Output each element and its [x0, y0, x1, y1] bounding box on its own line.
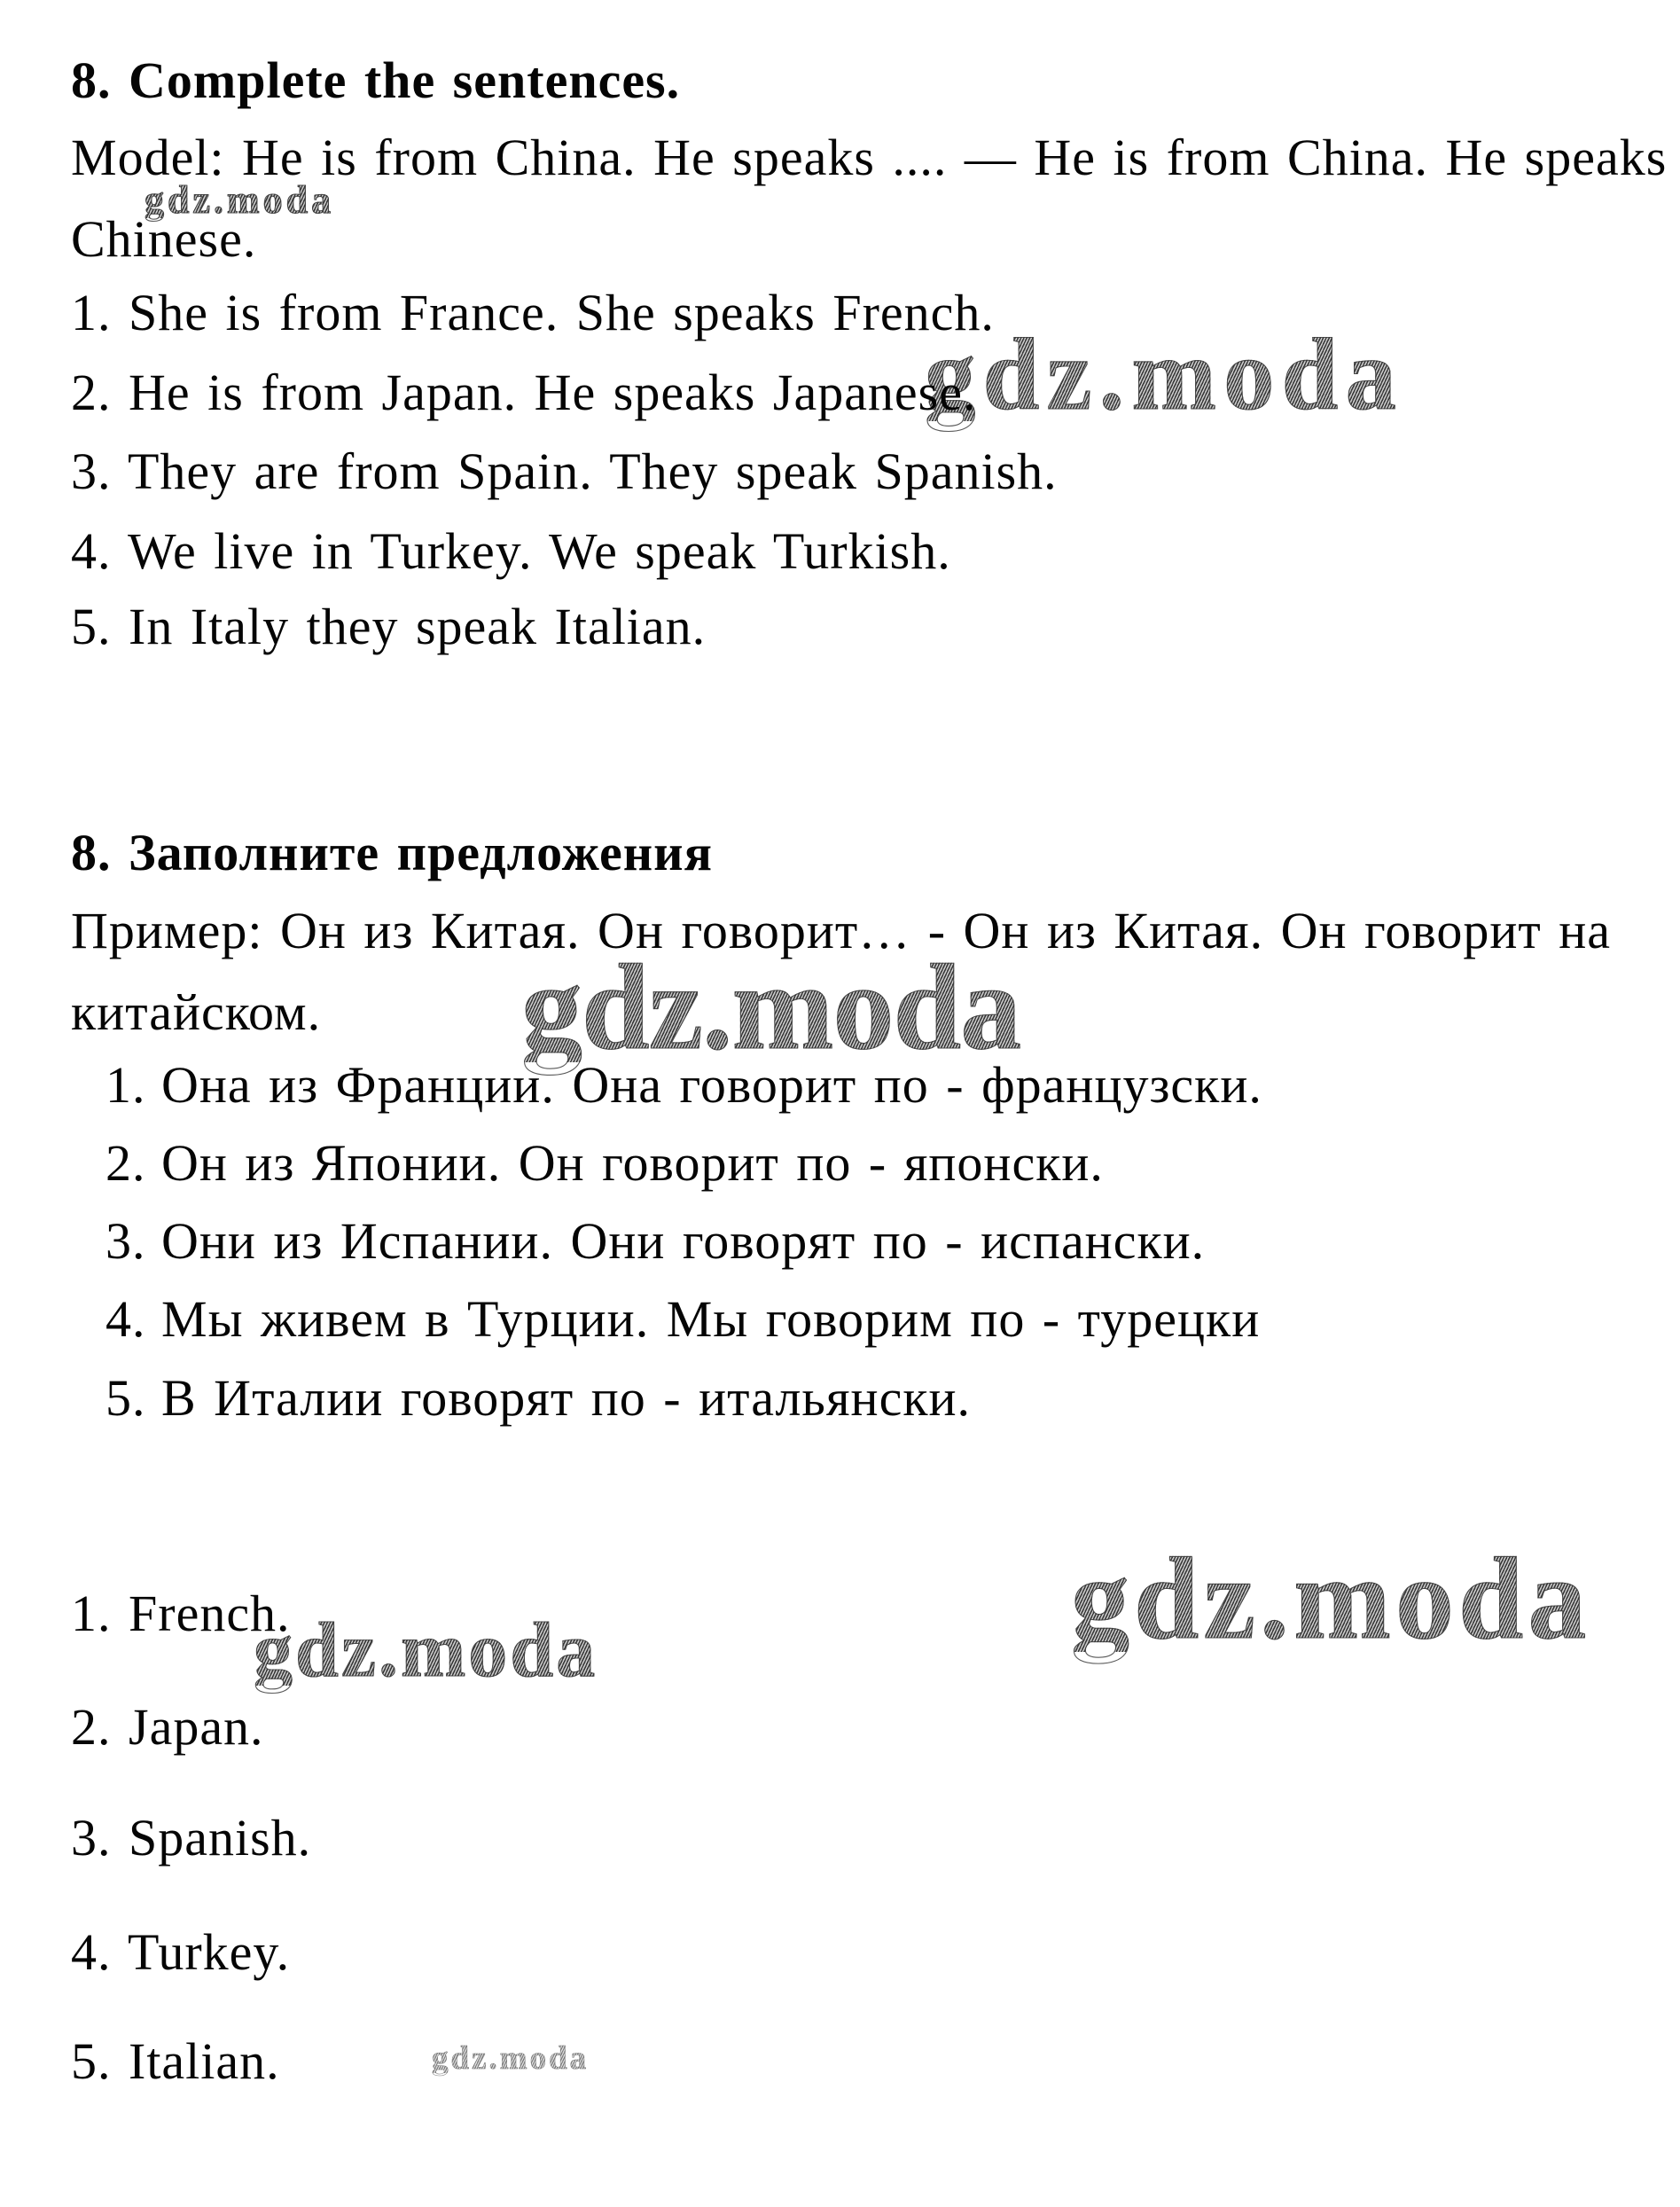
- item-text: Мы живем в Турции. Мы говорим по - турецки: [161, 1290, 1261, 1348]
- task-item-en: 4. We live in Turkey. We speak Turkish.: [71, 522, 951, 580]
- example-line-2: китайском.: [71, 983, 322, 1041]
- watermark: gdz.moda: [254, 1608, 598, 1694]
- watermark: gdz.moda: [925, 318, 1404, 431]
- exercise-title-ru: 8. Заполните предложения: [71, 824, 713, 881]
- item-number: 4.: [105, 1290, 146, 1348]
- item-text: Он из Японии. Он говорит по - японски.: [161, 1134, 1104, 1192]
- task-item-en: 3. They are from Spain. They speak Spanish.: [71, 442, 1058, 500]
- exercise-title-en: 8. Complete the sentences.: [71, 51, 681, 109]
- watermark: gdz.moda: [521, 939, 1021, 1075]
- item-number: 1.: [105, 1056, 146, 1114]
- watermark: gdz.moda: [1071, 1533, 1591, 1663]
- task-item-ru: [105, 1212, 1205, 1272]
- item-text: Она из Франции. Она говорит по - французски.: [161, 1056, 1262, 1114]
- task-item-ru: [105, 1134, 1104, 1194]
- answer-item: 1. French.: [71, 1585, 291, 1642]
- item-number: 2.: [105, 1134, 146, 1192]
- watermark: gdz.moda: [145, 178, 335, 222]
- answer-item: 4. Turkey.: [71, 1923, 291, 1981]
- task-item-ru: [105, 1056, 1262, 1115]
- task-item-en: 5. In Italy they speak Italian.: [71, 598, 707, 655]
- task-item-en: 1. She is from France. She speaks French.: [71, 284, 995, 341]
- watermark: gdz.moda: [432, 2040, 590, 2077]
- answer-item: 2. Japan.: [71, 1698, 264, 1756]
- example-line-1: Пример: Он из Китая. Он говорит… - Он из Китая. Он говорит на: [71, 902, 1612, 959]
- item-text: Они из Испании. Они говорят по - испански.: [161, 1212, 1206, 1270]
- answer-item: 3. Spanish.: [71, 1809, 312, 1867]
- task-item-ru: [105, 1290, 1260, 1350]
- item-text: В Италии говорят по - итальянски.: [161, 1369, 972, 1427]
- model-line-2: Chinese.: [71, 210, 257, 268]
- answer-item: 5. Italian.: [71, 2032, 280, 2090]
- item-number: 5.: [105, 1369, 146, 1427]
- item-number: 3.: [105, 1212, 146, 1270]
- model-line-1: Model: He is from China. He speaks .... — He is from China. He speaks: [71, 129, 1668, 186]
- task-item-ru: [105, 1369, 971, 1428]
- task-item-en: 2. He is from Japan. He speaks Japanese.: [71, 364, 977, 421]
